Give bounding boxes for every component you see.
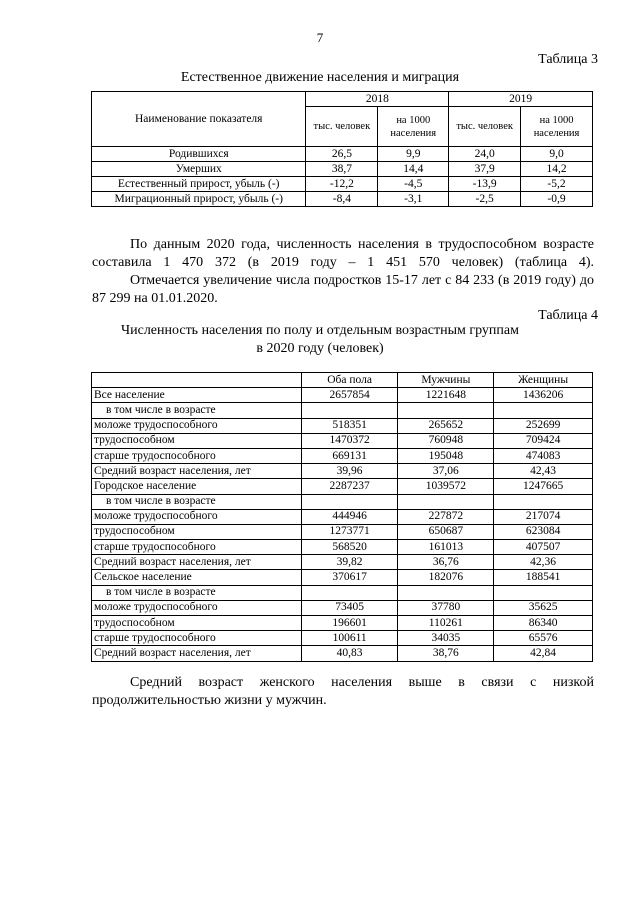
table4-cell: 709424 [494,433,593,448]
table4-row [92,524,593,539]
table4-header-men: Мужчины [398,373,494,388]
table4-cell: 227872 [398,509,494,524]
table4-row [92,433,593,448]
table4-row-label: трудоспособном [92,616,302,631]
paragraph-block-1 [92,236,594,308]
table3-header-thousand: тыс. человек [306,107,378,147]
table4-cell: 518351 [301,418,398,433]
table4-cell: 1436206 [494,388,593,403]
table4-row [92,388,593,403]
table4-row-label: Средний возраст населения, лет [92,555,302,570]
table4-label: Таблица 4 [538,308,598,323]
table4-cell: 182076 [398,570,494,585]
table3-label: Таблица 3 [538,52,598,67]
table4-row [92,418,593,433]
table4-cell: 37,06 [398,464,494,479]
table3-header-year-2019: 2019 [449,92,593,107]
table4-cell: 474083 [494,448,593,463]
table3-cell: 9,9 [378,147,449,162]
table4-row-label: Средний возраст населения, лет [92,646,302,661]
table3-cell: 14,2 [521,162,593,177]
table4-row [92,631,593,646]
table4-cell [494,585,593,600]
table3-header-per1000: на 1000 населения [521,107,593,147]
table4-row-label: старше трудоспособного [92,631,302,646]
table3-row-label: Естественный прирост, убыль (-) [92,177,306,192]
paragraph-average-age: Средний возраст женского населения выше в связи с низкой продолжительностью жизни у мужчин. [92,675,594,708]
table3-cell: -5,2 [521,177,593,192]
table4-cell: 36,76 [398,555,494,570]
table4-row-label: трудоспособном [92,524,302,539]
table4-row [92,509,593,524]
paragraph-teenagers: Отмечается увеличение числа подростков 15-17 лет с 84 233 (в 2019 году) до 87 299 на 01.01.2020. [92,273,594,306]
table4-row [92,494,593,509]
table4-cell: 188541 [494,570,593,585]
table4-row-label: в том числе в возрасте [92,403,302,418]
table4-row-label: в том числе в возрасте [92,585,302,600]
table4-cell: 2287237 [301,479,398,494]
table3-cell: -2,5 [449,192,521,207]
paragraph-working-age: По данным 2020 года, численность населения в трудоспособном возрасте составила 1 470 372 (в 2019 году – 1 451 570 человек) (таблица 4). [92,237,594,270]
table3-cell: -0,9 [521,192,593,207]
table4-cell [494,494,593,509]
table4-row-label: моложе трудоспособного [92,418,302,433]
table4 [91,372,593,662]
table4-cell: 407507 [494,540,593,555]
table4-cell: 86340 [494,616,593,631]
table3-cell: -12,2 [306,177,378,192]
table4-cell: 39,96 [301,464,398,479]
table4-header-empty [92,373,302,388]
table3-cell: 26,5 [306,147,378,162]
table3-cell: 24,0 [449,147,521,162]
table4-row-label: в том числе в возрасте [92,494,302,509]
table4-cell: 444946 [301,509,398,524]
table3-header-thousand: тыс. человек [449,107,521,147]
table3-row [92,147,593,162]
table4-cell: 39,82 [301,555,398,570]
table4-cell [398,403,494,418]
table3-row [92,177,593,192]
table3-cell: 14,4 [378,162,449,177]
table4-row [92,555,593,570]
table4-row [92,464,593,479]
table4-cell [301,494,398,509]
table4-cell: 760948 [398,433,494,448]
table4-cell: 73405 [301,600,398,615]
table4-cell [398,494,494,509]
table3-cell: -4,5 [378,177,449,192]
table4-cell: 42,84 [494,646,593,661]
table4-cell: 1470372 [301,433,398,448]
table3-row-label: Родившихся [92,147,306,162]
table4-cell: 40,83 [301,646,398,661]
table3-cell: -8,4 [306,192,378,207]
table3 [91,91,593,207]
table4-cell [301,585,398,600]
table4-cell: 650687 [398,524,494,539]
table4-row-label: моложе трудоспособного [92,509,302,524]
table4-cell: 110261 [398,616,494,631]
table4-cell: 100611 [301,631,398,646]
table3-cell: -13,9 [449,177,521,192]
table4-row-label: Средний возраст населения, лет [92,464,302,479]
table4-cell: 1273771 [301,524,398,539]
table4-row-label: старше трудоспособного [92,448,302,463]
table3-cell: -3,1 [378,192,449,207]
table3-header-indicator: Наименование показателя [92,92,306,147]
table3-cell: 37,9 [449,162,521,177]
table4-cell [398,585,494,600]
table4-row [92,403,593,418]
table4-cell: 265652 [398,418,494,433]
paragraph-block-2 [92,674,594,710]
table3-row [92,192,593,207]
table4-row-label: старше трудоспособного [92,540,302,555]
table4-cell: 568520 [301,540,398,555]
table4-cell: 1039572 [398,479,494,494]
table4-row-label: Городское население [92,479,302,494]
table3-header-year-2018: 2018 [306,92,449,107]
table4-cell: 161013 [398,540,494,555]
table4-row [92,585,593,600]
table4-row [92,570,593,585]
table4-cell [494,403,593,418]
table3-row [92,162,593,177]
table4-cell: 217074 [494,509,593,524]
table3-title: Естественное движение населения и миграция [180,70,460,85]
table4-cell: 35625 [494,600,593,615]
table4-cell: 252699 [494,418,593,433]
table4-row-label: моложе трудоспособного [92,600,302,615]
table3-cell: 9,0 [521,147,593,162]
table4-row [92,540,593,555]
table3-header-per1000: на 1000 населения [378,107,449,147]
table4-cell: 42,36 [494,555,593,570]
table3-cell: 38,7 [306,162,378,177]
table4-row-label: Сельское население [92,570,302,585]
table4-cell: 37780 [398,600,494,615]
table4-cell: 42,43 [494,464,593,479]
table3-row-label: Умерших [92,162,306,177]
table4-cell: 195048 [398,448,494,463]
table4-cell: 1221648 [398,388,494,403]
table4-title-line1: Численность населения по полу и отдельным возрастным группам [121,323,519,338]
table4-row [92,479,593,494]
table4-row-label: трудоспособном [92,433,302,448]
table4-row-label: Все население [92,388,302,403]
table4-cell: 2657854 [301,388,398,403]
table4-cell [301,403,398,418]
table4-header-women: Женщины [494,373,593,388]
table4-row [92,448,593,463]
table4-row [92,600,593,615]
table4-title-line2: в 2020 году (человек) [256,341,384,356]
table4-cell: 623084 [494,524,593,539]
table4-row [92,616,593,631]
table4-cell: 38,76 [398,646,494,661]
table3-row-label: Миграционный прирост, убыль (-) [92,192,306,207]
table4-cell: 34035 [398,631,494,646]
table4-cell: 370617 [301,570,398,585]
table4-cell: 65576 [494,631,593,646]
page-number: 7 [316,30,324,45]
table4-cell: 1247665 [494,479,593,494]
table4-cell: 669131 [301,448,398,463]
table4-cell: 196601 [301,616,398,631]
table4-row [92,646,593,661]
table4-header-both: Оба пола [301,373,398,388]
